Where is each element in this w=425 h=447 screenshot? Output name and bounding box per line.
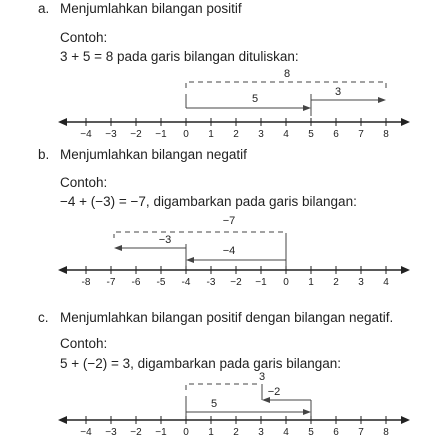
tick-label: −2	[130, 427, 142, 438]
section-c-marker: c.	[38, 310, 49, 325]
segment-first-label: 5	[251, 93, 259, 105]
segment-second-label: −2	[267, 386, 281, 398]
section-b-equation: −4 + (−3) = −7, digambarkan pada garis bilangan:	[60, 194, 357, 209]
section-c-example-label: Contoh:	[60, 336, 108, 351]
section-a-example-label: Contoh:	[60, 30, 108, 45]
segment-second-label: 3	[334, 86, 342, 98]
number-line-b	[0, 210, 425, 290]
segment-second-label: −3	[158, 234, 172, 246]
segment-second-arrowhead	[378, 97, 386, 103]
number-line-c	[0, 370, 425, 442]
axis-arrow-left	[58, 416, 67, 424]
tick-label: 1	[208, 427, 214, 438]
tick-label: 0	[183, 129, 189, 140]
tick-label: 3	[258, 427, 264, 438]
axis-arrow-left	[58, 118, 67, 126]
segment-first-arrowhead	[303, 105, 311, 111]
segment-total-label: −7	[222, 215, 236, 227]
tick-label: -3	[206, 277, 216, 288]
section-a-equation: 3 + 5 = 8 pada garis bilangan dituliskan:	[60, 49, 299, 64]
tick-label: 6	[333, 427, 339, 438]
tick-label: -8	[81, 277, 91, 288]
tick-label: 6	[333, 129, 339, 140]
tick-label: 7	[358, 427, 364, 438]
section-c-equation: 5 + (−2) = 3, digambarkan pada garis bilangan:	[60, 356, 342, 371]
tick-label: 3	[258, 129, 264, 140]
tick-label: 5	[308, 427, 314, 438]
tick-label: −3	[105, 129, 117, 140]
tick-label: -4	[181, 277, 191, 288]
section-b-marker: b.	[38, 147, 50, 162]
segment-total-dashed	[114, 232, 286, 238]
segment-total-label: 3	[258, 371, 266, 383]
tick-label: 4	[283, 129, 289, 140]
tick-label: 0	[183, 427, 189, 438]
segment-first-label: 5	[210, 398, 218, 410]
tick-label: −2	[230, 277, 242, 288]
tick-label: 8	[383, 427, 389, 438]
number-line-a	[0, 66, 425, 140]
tick-label: 4	[383, 277, 389, 288]
section-a-title: Menjumlahkan bilangan positif	[60, 1, 242, 16]
segment-first-label: −4	[222, 245, 236, 257]
tick-label: 4	[283, 427, 289, 438]
tick-label: −2	[130, 129, 142, 140]
tick-label: 5	[308, 129, 314, 140]
tick-label: −4	[80, 427, 92, 438]
tick-label: 2	[333, 277, 339, 288]
tick-label: -6	[131, 277, 141, 288]
section-b-example-label: Contoh:	[60, 175, 108, 190]
tick-label: −3	[105, 427, 117, 438]
section-a-marker: a.	[38, 1, 50, 16]
tick-label: 3	[358, 277, 364, 288]
tick-label: 7	[358, 129, 364, 140]
axis-arrow-right	[401, 118, 410, 126]
segment-total-dashed	[186, 384, 258, 390]
section-c-title: Menjumlahkan bilangan positif dengan bilangan negatif.	[60, 310, 394, 325]
tick-label: −1	[155, 129, 167, 140]
tick-label: -5	[156, 277, 166, 288]
tick-label: 8	[383, 129, 389, 140]
tick-label: −1	[155, 427, 167, 438]
segment-total-dashed	[186, 82, 386, 88]
tick-label: 0	[283, 277, 289, 288]
tick-label: 1	[208, 129, 214, 140]
axis-arrow-left	[58, 266, 67, 274]
axis-arrow-right	[401, 416, 410, 424]
tick-label: 2	[233, 129, 239, 140]
tick-label: 2	[233, 427, 239, 438]
segment-first-arrowhead	[186, 257, 194, 263]
tick-label: 1	[308, 277, 314, 288]
section-b-title: Menjumlahkan bilangan negatif	[60, 147, 247, 162]
segment-second-arrowhead	[114, 245, 122, 251]
axis-arrow-right	[401, 266, 410, 274]
tick-label: −4	[80, 129, 92, 140]
tick-label: -7	[106, 277, 116, 288]
segment-total-label: 8	[283, 68, 291, 80]
segment-first-arrowhead	[303, 409, 311, 415]
tick-label: −1	[255, 277, 267, 288]
